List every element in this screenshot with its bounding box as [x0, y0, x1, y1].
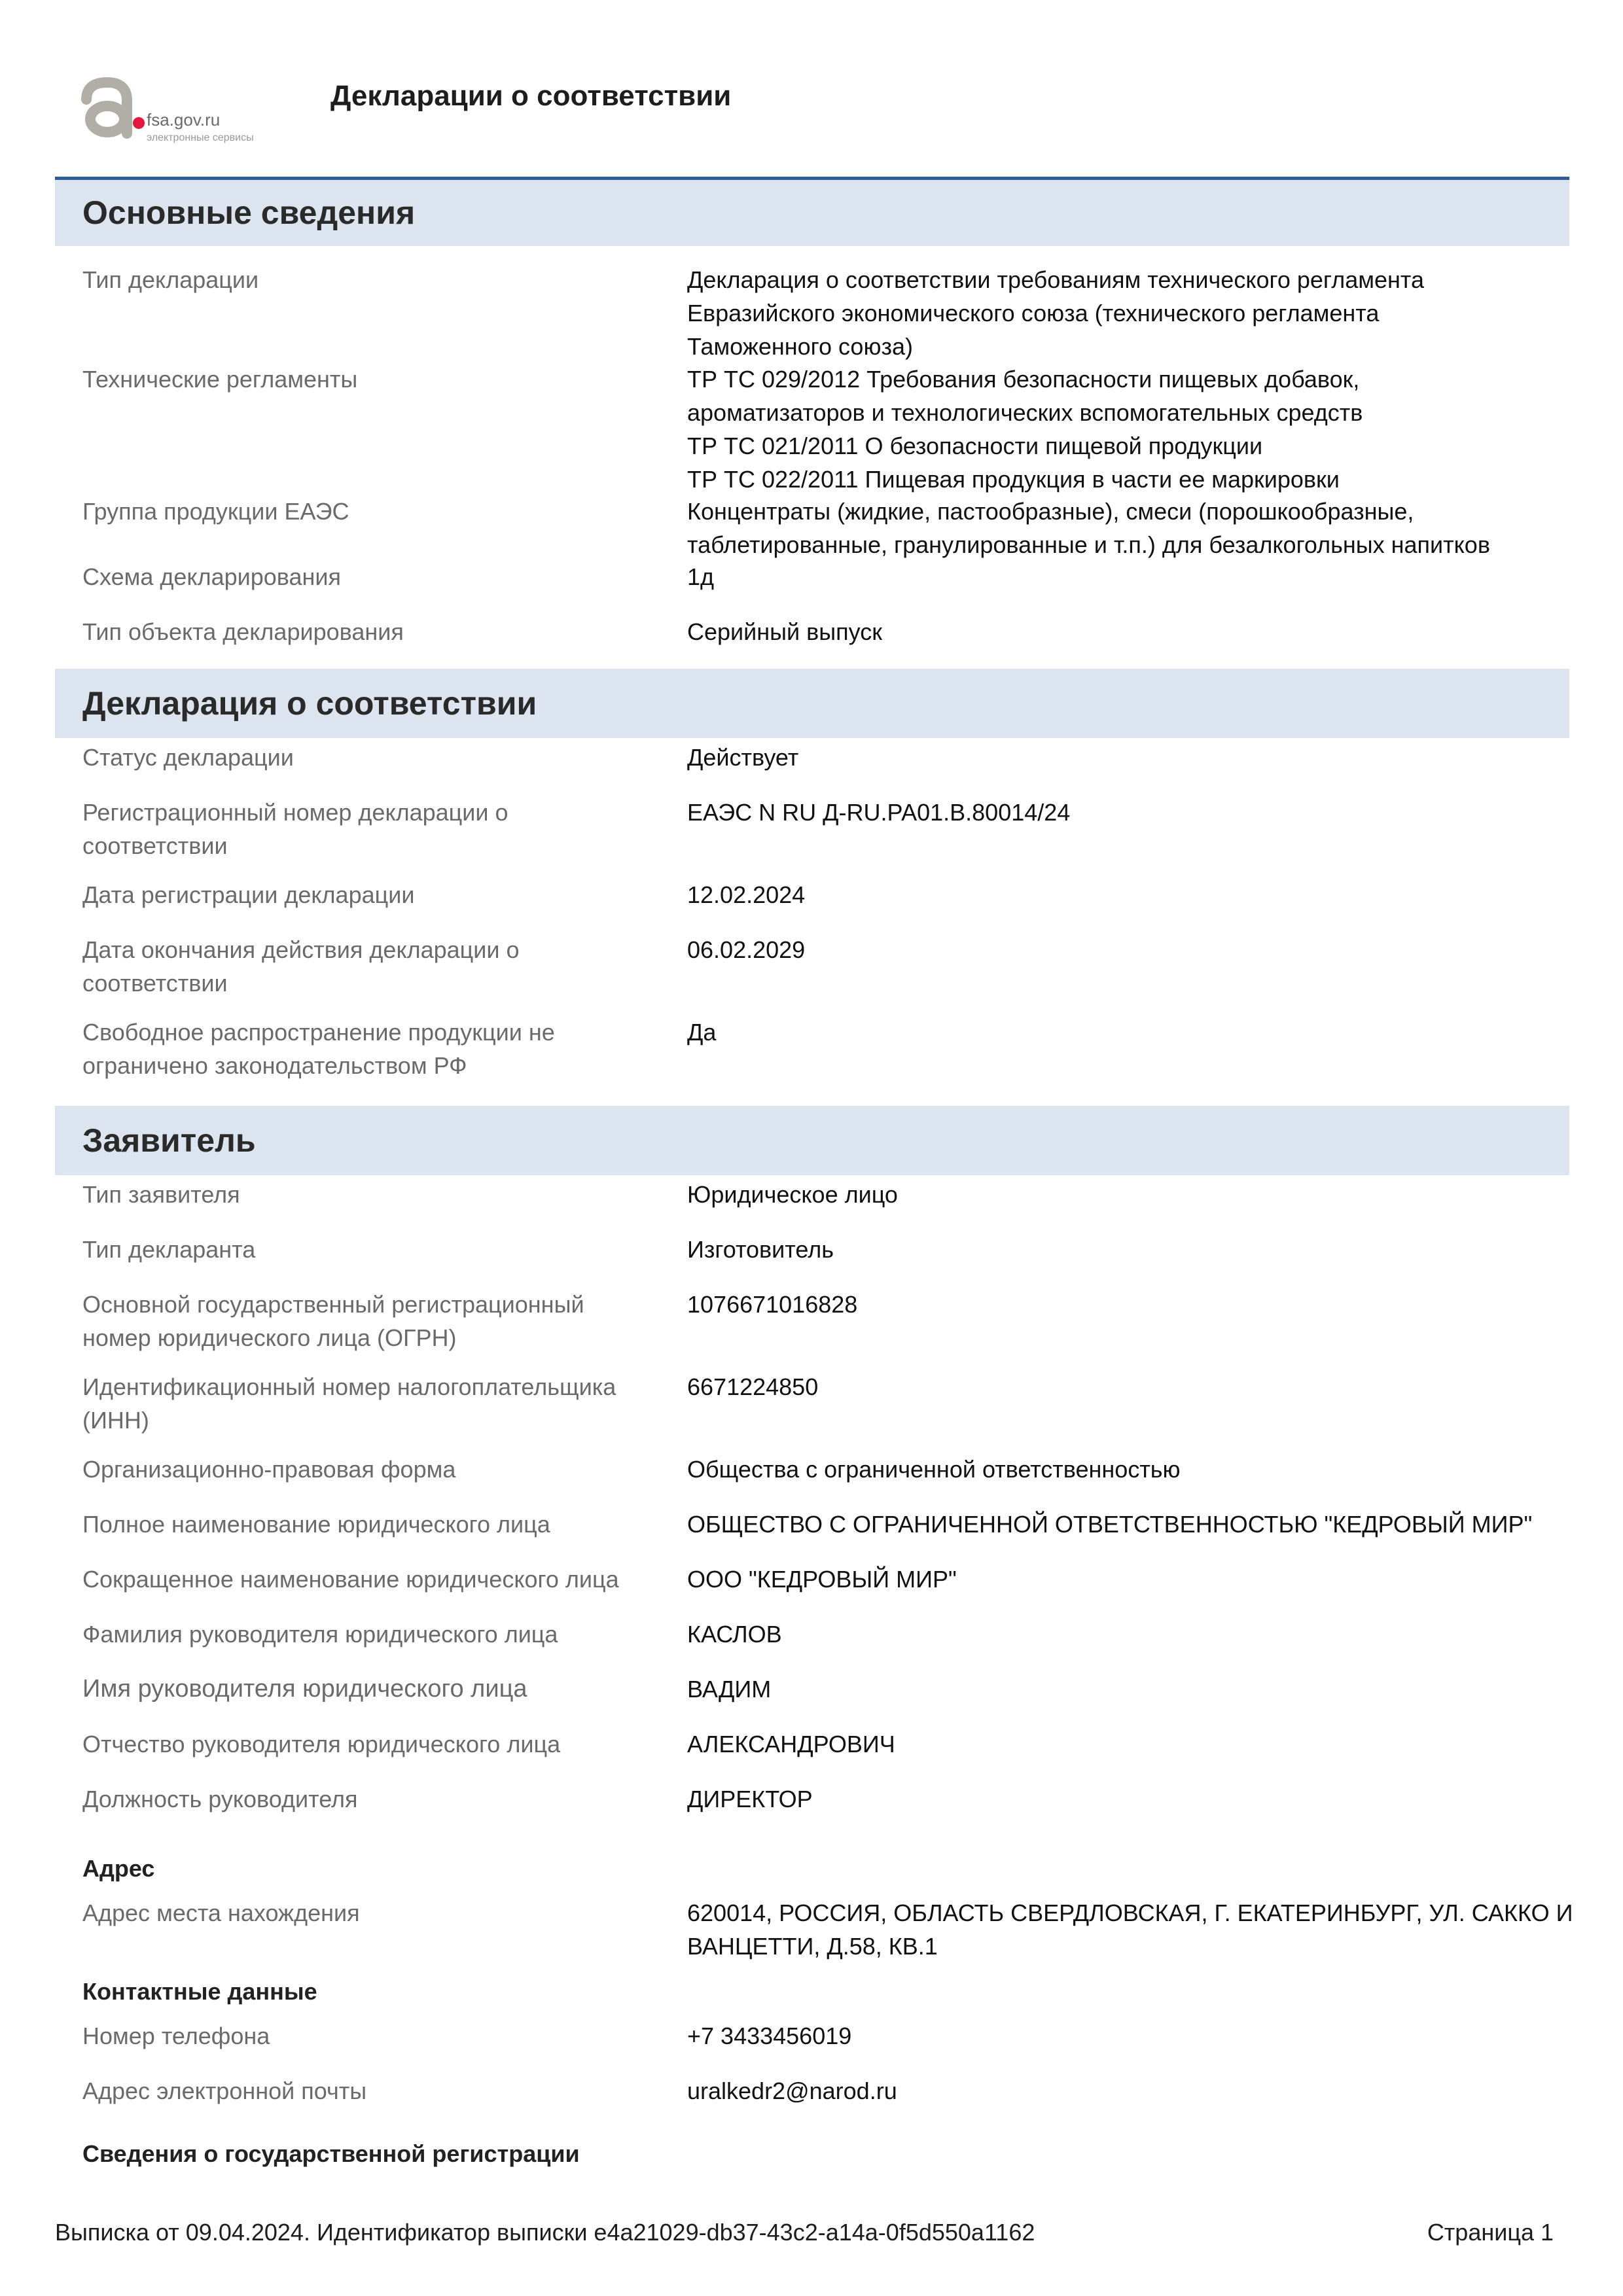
page-header — [0, 0, 1623, 177]
declaration-type-line: Декларация о соответствии требованиям технического регламента — [687, 266, 1425, 293]
product-group-value — [687, 495, 1571, 561]
head-name-label: Имя руководителя юридического лица — [82, 1675, 527, 1703]
ogrn-value: 1076671016828 — [687, 1291, 858, 1318]
end-date-label-line: Дата окончания действия декларации о — [82, 936, 520, 963]
declaration-type-line: Евразийского экономического союза (технического регламента — [687, 300, 1380, 327]
reg-number-label-line: соответствии — [82, 832, 228, 859]
head-surname-label: Фамилия руководителя юридического лица — [82, 1621, 558, 1648]
full-name-label: Полное наименование юридического лица — [82, 1511, 550, 1538]
declaration-type-value — [687, 263, 1571, 363]
footer-extract-info: Выписка от 09.04.2024. Идентификатор выписки e4a21029-db37-43c2-a14a-0f5d550a1162 — [55, 2219, 1035, 2246]
inn-label-line: Идентификационный номер налогоплательщика — [82, 1373, 616, 1400]
section-main-header: Основные сведения — [55, 177, 1569, 246]
location-address-label: Адрес места нахождения — [82, 1899, 360, 1926]
legal-form-value: Общества с ограниченной ответственностью — [687, 1456, 1181, 1483]
head-name-value: ВАДИМ — [687, 1676, 772, 1703]
end-date-label — [82, 933, 665, 1000]
status-value: Действует — [687, 744, 799, 771]
end-date-value: 06.02.2029 — [687, 936, 806, 963]
phone-value: +7 3433456019 — [687, 2022, 852, 2049]
declaration-type-label: Тип декларации — [82, 266, 259, 293]
reg-number-label — [82, 796, 665, 862]
free-distribution-label-line: ограничено законодательством РФ — [82, 1052, 467, 1079]
location-address-value — [687, 1896, 1571, 1963]
short-name-value: ООО "КЕДРОВЫЙ МИР" — [687, 1566, 957, 1593]
reg-date-value: 12.02.2024 — [687, 881, 806, 908]
email-label: Адрес электронной почты — [82, 2077, 367, 2104]
reg-date-label: Дата регистрации декларации — [82, 881, 415, 908]
free-distribution-label-line: Свободное распространение продукции не — [82, 1019, 555, 1046]
fsa-logo[interactable] — [73, 73, 270, 145]
free-distribution-value: Да — [687, 1019, 717, 1046]
tech-regulation-line: ТР ТС 021/2011 О безопасности пищевой продукции — [687, 433, 1263, 459]
logo-subtitle: электронные сервисы — [147, 132, 254, 143]
product-group-line: Концентраты (жидкие, пастообразные), смеси (порошкообразные, — [687, 498, 1414, 525]
phone-label: Номер телефона — [82, 2022, 270, 2049]
section-declaration-header: Декларация о соответствии — [55, 669, 1569, 738]
ogrn-label-line: номер юридического лица (ОГРН) — [82, 1324, 457, 1351]
status-label: Статус декларации — [82, 744, 294, 771]
reg-number-label-line: Регистрационный номер декларации о — [82, 799, 508, 826]
scheme-value: 1д — [687, 563, 715, 590]
short-name-label: Сокращенное наименование юридического лица — [82, 1566, 619, 1593]
head-position-label: Должность руководителя — [82, 1786, 358, 1812]
tech-regulations-value — [687, 362, 1571, 496]
tech-regulation-line: ТР ТС 022/2011 Пищевая продукция в части ее маркировки — [687, 466, 1340, 493]
email-value: uralkedr2@narod.ru — [687, 2077, 897, 2104]
free-distribution-label — [82, 1016, 665, 1082]
tech-regulation-line: ТР ТС 029/2012 Требования безопасности пищевых добавок, — [687, 366, 1360, 393]
location-address-line: 620014, РОССИЯ, ОБЛАСТЬ СВЕРДЛОВСКАЯ, Г. ЕКАТЕРИНБУРГ, УЛ. САККО И — [687, 1899, 1573, 1926]
head-surname-value: КАСЛОВ — [687, 1621, 782, 1648]
full-name-value: ОБЩЕСТВО С ОГРАНИЧЕННОЙ ОТВЕТСТВЕННОСТЬЮ "КЕДРОВЫЙ МИР" — [687, 1511, 1533, 1538]
head-position-value: ДИРЕКТОР — [687, 1786, 813, 1812]
fsa-logo-icon — [73, 73, 145, 145]
product-group-line: таблетированные, гранулированные и т.п.) для безалкогольных напитков — [687, 531, 1490, 558]
ogrn-label-line: Основной государственный регистрационный — [82, 1291, 584, 1318]
scheme-label: Схема декларирования — [82, 563, 341, 590]
tech-regulation-line: ароматизаторов и технологических вспомогательных средств — [687, 399, 1363, 426]
inn-value: 6671224850 — [687, 1373, 819, 1400]
object-type-value: Серийный выпуск — [687, 618, 882, 645]
contacts-subheading: Контактные данные — [82, 1978, 317, 2005]
end-date-label-line: соответствии — [82, 970, 228, 997]
object-type-label: Тип объекта декларирования — [82, 618, 404, 645]
tech-regulations-label: Технические регламенты — [82, 366, 358, 393]
footer-page-number: Страница 1 — [1427, 2219, 1554, 2246]
ogrn-label — [82, 1288, 665, 1354]
declaration-type-line: Таможенного союза) — [687, 333, 913, 360]
declarant-type-value: Изготовитель — [687, 1236, 834, 1263]
document-title: Декларации о соответствии — [330, 80, 732, 112]
head-patronymic-value: АЛЕКСАНДРОВИЧ — [687, 1731, 895, 1757]
inn-label — [82, 1370, 665, 1437]
head-patronymic-label: Отчество руководителя юридического лица — [82, 1731, 561, 1757]
state-registration-subheading: Сведения о государственной регистрации — [82, 2140, 580, 2167]
legal-form-label: Организационно-правовая форма — [82, 1456, 456, 1483]
inn-label-line: (ИНН) — [82, 1407, 149, 1434]
section-applicant-header: Заявитель — [55, 1106, 1569, 1175]
product-group-label: Группа продукции ЕАЭС — [82, 498, 349, 525]
reg-number-value: ЕАЭС N RU Д-RU.РА01.В.80014/24 — [687, 799, 1071, 826]
declarant-type-label: Тип декларанта — [82, 1236, 256, 1263]
logo-site-name: fsa.gov.ru — [147, 110, 221, 130]
address-subheading: Адрес — [82, 1855, 155, 1882]
applicant-type-label: Тип заявителя — [82, 1181, 240, 1208]
applicant-type-value: Юридическое лицо — [687, 1181, 898, 1208]
location-address-line: ВАНЦЕТТИ, Д.58, КВ.1 — [687, 1933, 938, 1960]
